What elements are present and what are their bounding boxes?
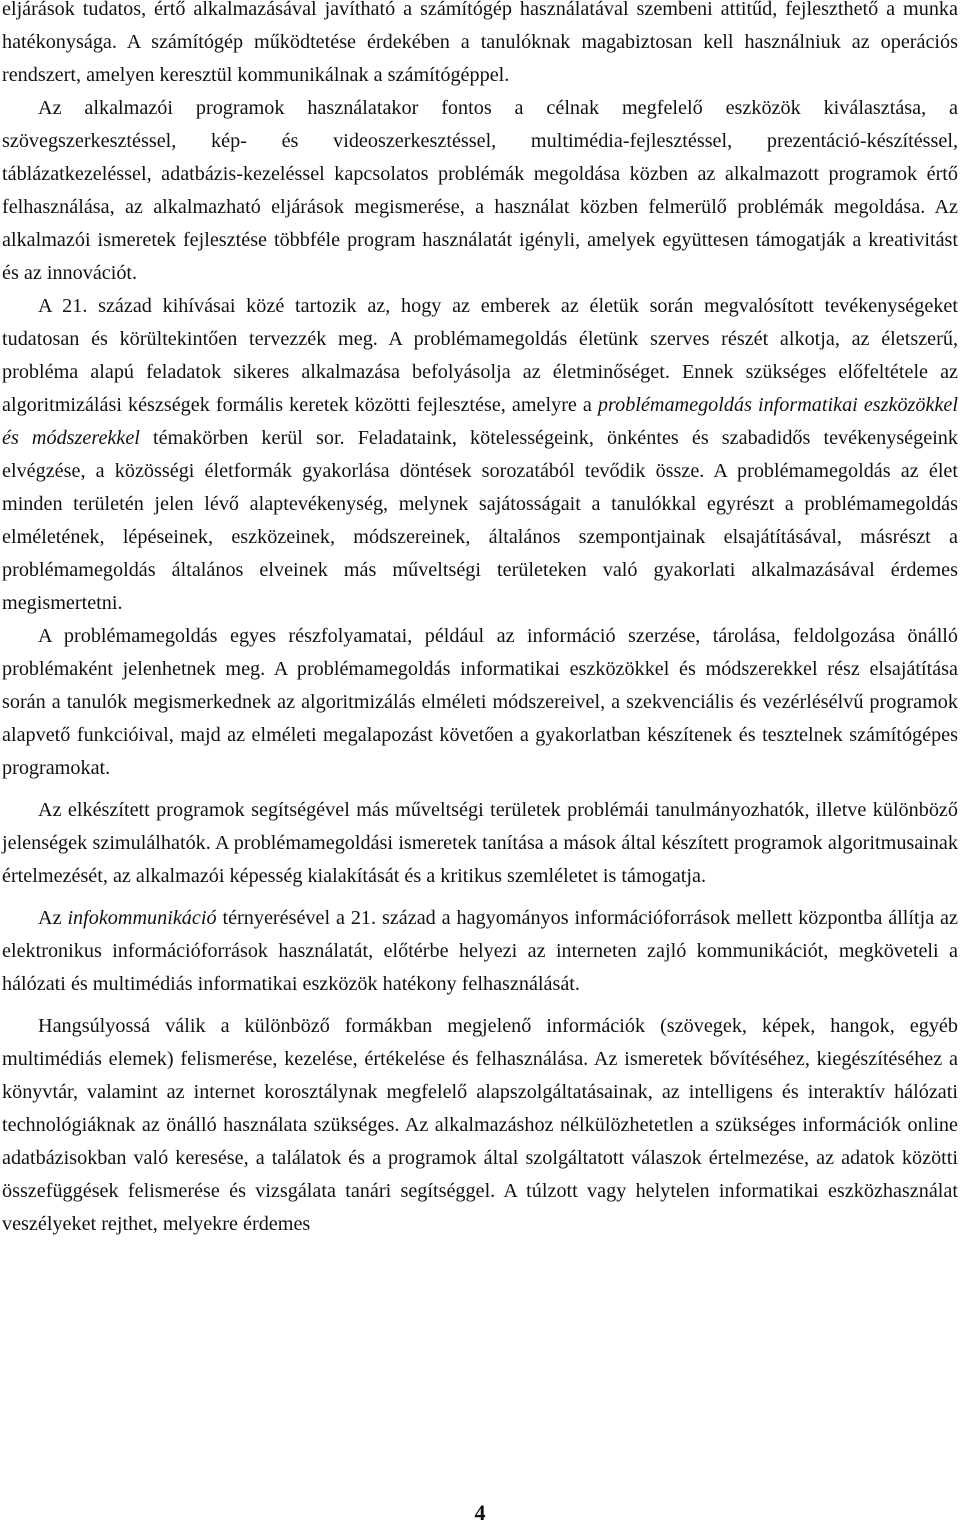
paragraph-21-szazad-kihivasai (2, 290, 958, 620)
paragraph-text: térnyerésével a 21. század a hagyományos információforrások mellett központba állítja az elektronikus információforrások használatát, előtérbe helyezi az interneten zajló kommunikációt, megköveteli a hálózati és multimédiás informatikai eszközök hatékony felhasználását. (2, 907, 958, 995)
paragraph-reszfolyamatai: A problémamegoldás egyes részfolyamatai, például az információ szerzése, tárolása, feldolgozása önálló problémaként jelenhetnek meg. A problémamegoldás informatikai eszközökkel és módszerekkel rész elsajátítása során a tanulók megismerkednek az algoritmizálás elméleti módszereivel, a szekvenciális és vezérlésélvű programok alapvető funkcióival, majd az elméleti megalapozást követően a gyakorlatban készítenek és tesztelnek számítógépes programokat. (2, 625, 958, 779)
paragraph-text: Az (38, 907, 68, 929)
paragraph-hangsulyossa-valik: Hangsúlyossá válik a különböző formákban megjelenő információk (szövegek, képek, hangok, egyéb multimédiás elemek) felismerése, kezelése, értékelése és felhasználása. Az ismeretek bővítéséhez, kiegészítéséhez a könyvtár, valamint az internet korosztálynak megfelelő alapszolgáltatásainak, az intelligens és interaktív hálózati technológiáknak az önálló használata szükséges. Az alkalmazáshoz nélkülözhetetlen a szükséges információk online adatbázisokban való keresése, a találatok és a programok által szolgáltatott válaszok értelmezése, az adatok közötti összefüggések felismerése és vizsgálata tanári segítséggel. A túlzott vagy helytelen informatikai eszközhasználat veszélyeket rejthet, melyekre érdemes (2, 1015, 958, 1235)
body-text (2, 0, 958, 1241)
paragraph-text: A 21. század kihívásai közé tartozik az, hogy az emberek az életük során megvalósított tevékenységeket tudatosan és körültekintően tervezzék meg. A problémamegoldás életünk szerves részét alkotja, az életszerű, probléma alapú feladatok sikeres alkalmazása befolyásolja az életminőséget. Ennek szükséges előfeltétele az algoritmizálási készségek formális keretek közötti fejlesztése, amelyre a (2, 295, 958, 416)
emphasized-term: infokommunikáció (67, 907, 217, 929)
paragraph-elkeszitett-programok: Az elkészített programok segítségével más műveltségi területek problémái tanulmányozhatók, illetve különböző jelenségek szimulálhatók. A problémamegoldási ismeretek tanítása a mások által készített programok algoritmusainak értelmezését, az alkalmazói képesség kialakítását és a kritikus szemléletet is támogatja. (2, 799, 958, 887)
paragraph-continuation: eljárások tudatos, értő alkalmazásával javítható a számítógép használatával szembeni attitűd, fejleszthető a munka hatékonysága. A számítógép működtetése érdekében a tanulóknak magabiztosan kell használniuk az operációs rendszert, amelyen keresztül kommunikálnak a számítógéppel. (2, 0, 958, 86)
paragraph-text: témakörben kerül sor. Feladataink, kötelességeink, önkéntes és szabadidős tevékenységeink elvégzése, a közösségi életformák gyakorlása döntések sorozatából tevődik össze. A problémamegoldás az élet minden területén jelen lévő alaptevékenység, melynek sajátosságait a tanulókkal egyrészt a problémamegoldás elméletének, lépéseinek, eszközeinek, módszereinek, általános szempontjainak elsajátításával, másrészt a problémamegoldás általános elveinek más műveltségi területeken való gyakorlati alkalmazásával érdemes megismertetni. (2, 427, 958, 614)
paragraph-alkalmazoi-programok: Az alkalmazói programok használatakor fontos a célnak megfelelő eszközök kiválasztása, a szövegszerkesztéssel, kép- és videoszerkesztéssel, multimédia-fejlesztéssel, prezentáció-készítéssel, táblázatkezeléssel, adatbázis-kezeléssel kapcsolatos problémák megoldása közben az alkalmazott programok értő felhasználása, az alkalmazható eljárások megismerése, a használat közben felmerülő problémák megoldása. Az alkalmazói ismeretek fejlesztése többféle program használatát igényli, amelyek együttesen támogatják a kreativitást és az innovációt. (2, 97, 958, 284)
emphasized-topic: problémamegoldás informatikai eszközökkel és módszerekkel (2, 394, 958, 449)
page-number: 4 (474, 1500, 486, 1525)
paragraph-infokommunikacio (2, 902, 958, 1001)
